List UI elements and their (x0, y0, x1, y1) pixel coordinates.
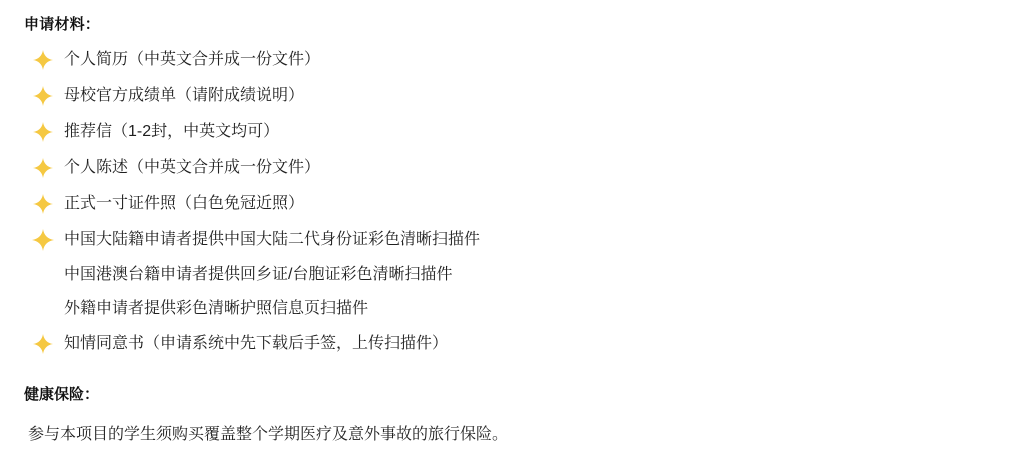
four-point-star-icon (28, 222, 58, 258)
list-item (24, 114, 1000, 150)
list-item-label: 中国港澳台籍申请者提供回乡证/台胞证彩色清晰扫描件 (64, 266, 453, 283)
list-item-label: 知情同意书（申请系统中先下载后手签，上传扫描件） (64, 335, 449, 352)
list-item (24, 42, 1000, 78)
list-item (24, 292, 1000, 326)
four-point-star-icon (28, 150, 58, 186)
list-item-label: 母校官方成绩单（请附成绩说明） (64, 87, 305, 104)
list-item-label: 推荐信（1-2封，中英文均可） (64, 123, 280, 140)
list-item-label: 正式一寸证件照（白色免冠近照） (64, 195, 305, 212)
list-item (24, 326, 1000, 362)
list-item (24, 222, 1000, 258)
application-materials-heading: 申请材料： (24, 16, 101, 33)
bullet-spacer (28, 292, 58, 326)
list-item (24, 78, 1000, 114)
application-materials-list (24, 42, 1000, 362)
list-item (24, 186, 1000, 222)
four-point-star-icon (28, 186, 58, 222)
four-point-star-icon (28, 78, 58, 114)
health-insurance-text: 参与本项目的学生须购买覆盖整个学期医疗及意外事故的旅行保险。 (28, 426, 509, 443)
four-point-star-icon (28, 42, 58, 78)
four-point-star-icon (28, 326, 58, 362)
list-item-label: 外籍申请者提供彩色清晰护照信息页扫描件 (64, 300, 369, 317)
list-item-label: 个人简历（中英文合并成一份文件） (64, 51, 321, 68)
four-point-star-icon (28, 114, 58, 150)
list-item-label: 中国大陆籍申请者提供中国大陆二代身份证彩色清晰扫描件 (64, 231, 481, 248)
list-item (24, 258, 1000, 292)
health-insurance-heading: 健康保险： (24, 386, 100, 403)
list-item (24, 150, 1000, 186)
bullet-spacer (28, 258, 58, 292)
list-item-label: 个人陈述（中英文合并成一份文件） (64, 159, 321, 176)
